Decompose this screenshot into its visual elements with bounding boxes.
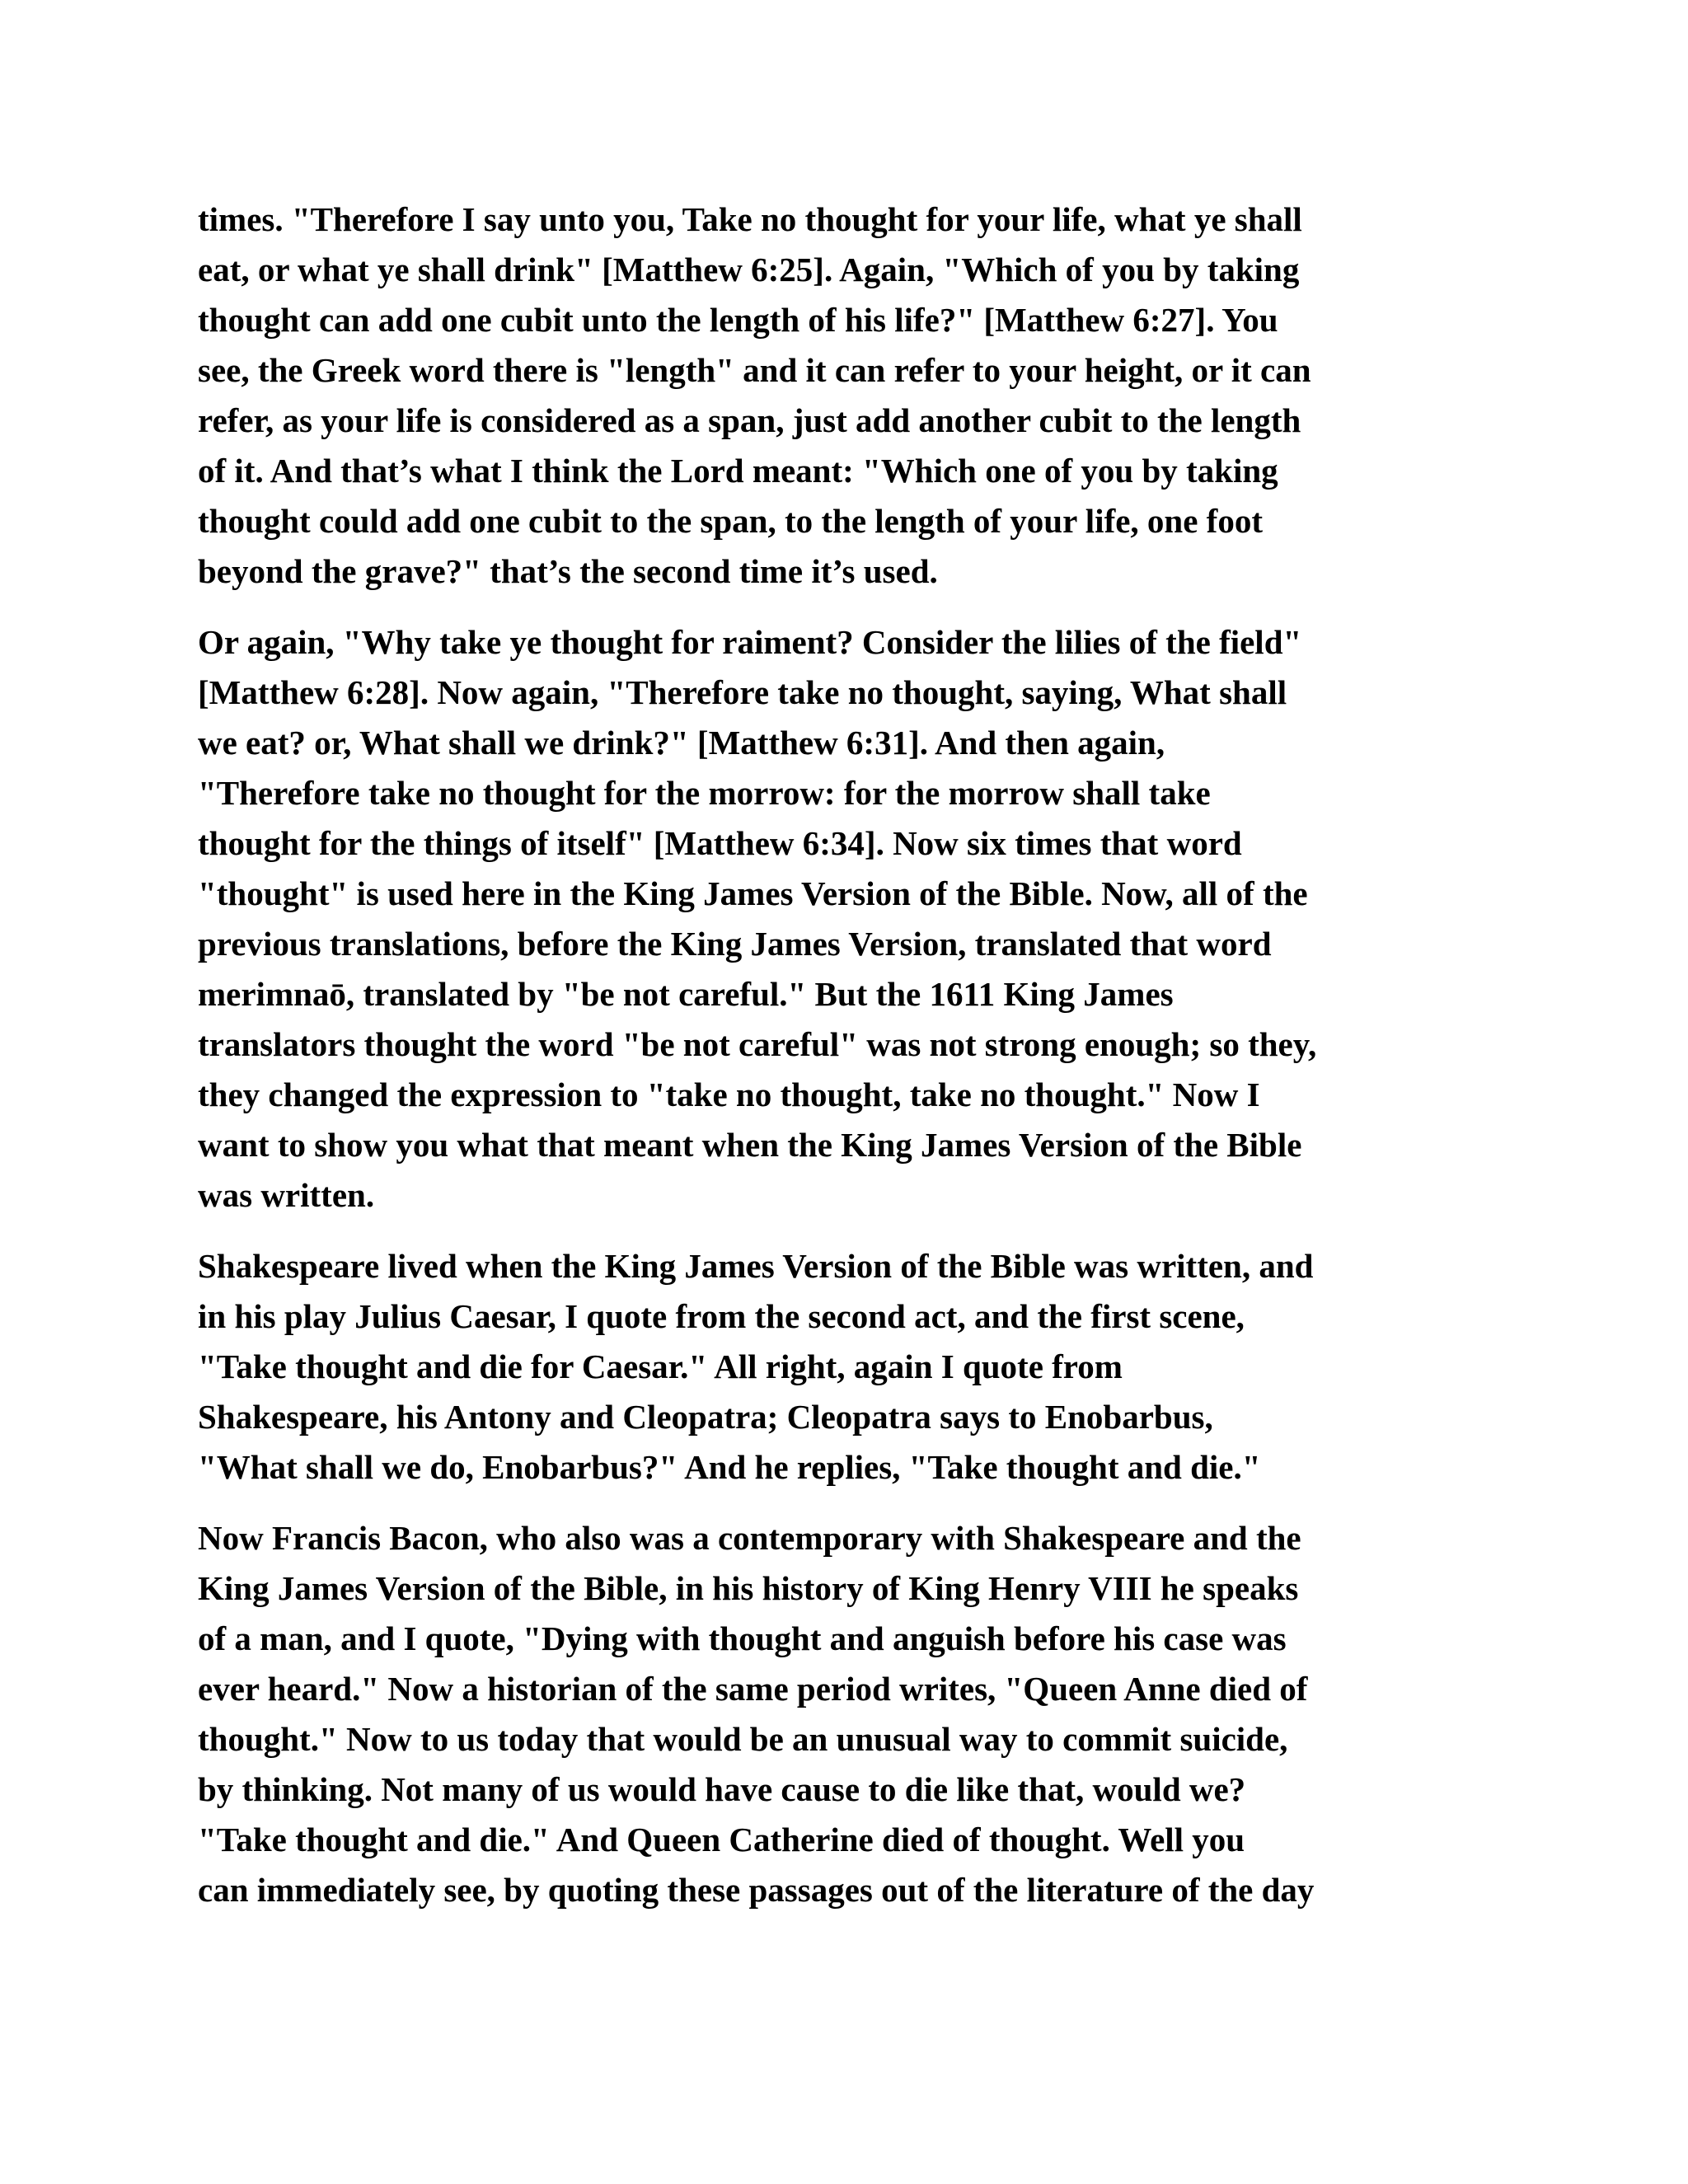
- paragraph-2: Or again, "Why take ye thought for raiment? Consider the lilies of the field" [Matthew 6:28]. Now again, "Therefore take no thought, saying, What shall we eat? or, What shall we drink?" [Matthew 6:31]. And then again, "Therefore take no thought for the morrow: for the morrow shall take thought for the things of itself" [Matthew 6:34]. Now six times that word "thought" is used here in the King James Version of the Bible. Now, all of the previous translations, before the King James Version, translated that word merimnaō, translated by "be not careful." But the 1611 King James translators thought the word "be not careful" was not strong enough; so they, they changed the expression to "take no thought, take no thought." Now I want to show you what that meant when the King James Version of the Bible was written.: [198, 623, 1317, 1214]
- paragraph-4: Now Francis Bacon, who also was a contemporary with Shakespeare and the King James Version of the Bible, in his history of King Henry VIII he speaks of a man, and I quote, "Dying with thought and anguish before his case was ever heard." Now a historian of the same period writes, "Queen Anne died of thought." Now to us today that would be an unusual way to commit suicide, by thinking. Not many of us would have cause to die like that, would we? "Take thought and die." And Queen Catherine died of thought. Well you can immediately see, by quoting these passages out of the literature of the day: [198, 1519, 1315, 1909]
- document-page: [198, 194, 1500, 1915]
- paragraph-3: Shakespeare lived when the King James Version of the Bible was written, and in his play Julius Caesar, I quote from the second act, and the first scene, "Take thought and die for Caesar." All right, again I quote from Shakespeare, his Antony and Cleopatra; Cleopatra says to Enobarbus, "What shall we do, Enobarbus?" And he replies, "Take thought and die.": [198, 1247, 1314, 1486]
- paragraph-1: times. "Therefore I say unto you, Take no thought for your life, what ye shall eat, or what ye shall drink" [Matthew 6:25]. Again, "Which of you by taking thought can add one cubit unto the length of his life?" [Matthew 6:27]. You see, the Greek word there is "length" and it can refer to your height, or it can refer, as your life is considered as a span, just add another cubit to the length of it. And that’s what I think the Lord meant: "Which one of you by taking thought could add one cubit to the span, to the length of your life, one foot beyond the grave?" that’s the second time it’s used.: [198, 200, 1311, 590]
